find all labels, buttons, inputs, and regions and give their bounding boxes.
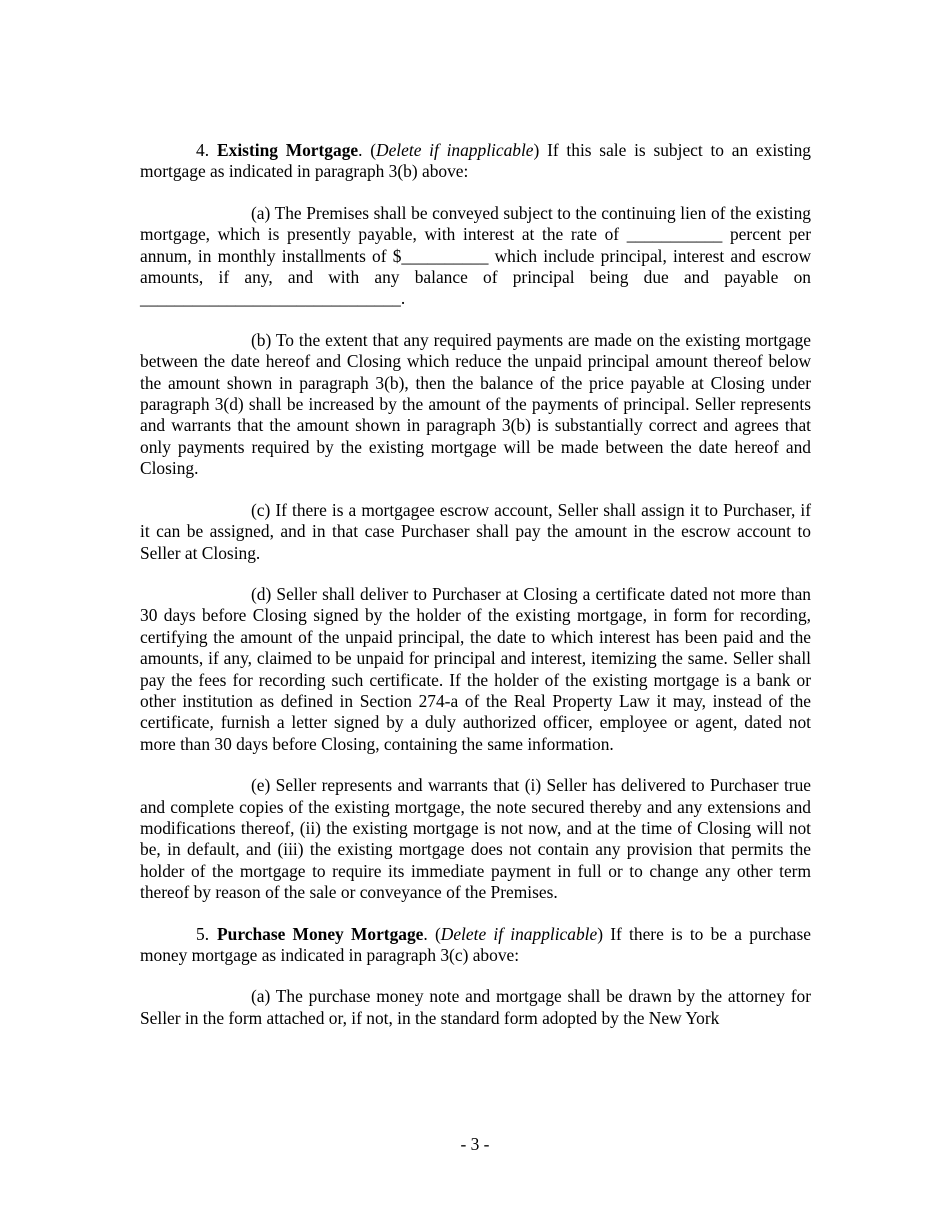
section-heading: Purchase Money Mortgage <box>217 923 424 944</box>
section-note: Delete if inapplicable <box>440 923 598 944</box>
heading-punctuation: . ( <box>423 923 441 944</box>
heading-punctuation: . ( <box>358 140 377 160</box>
section-heading: Existing Mortgage <box>217 140 359 160</box>
section-4-subparagraph-a: (a) The Premises shall be conveyed subject to the continuing lien of the existing mortgage, which is presently payable, with interest at the rate of ___________ percent per annum, in monthly installments of $__________ which include principal, interest and escrow amounts, if any, and with any balance of principal being due and payable on ______________________________. <box>140 202 811 309</box>
section-intro-text: ) If this sale is subject to an existing mortgage as indicated in paragraph 3(b) above: <box>140 140 811 182</box>
section-5-subparagraph-a: (a) The purchase money note and mortgage shall be drawn by the attorney for Seller in the form attached or, if not, in the standard form adopted by the New York <box>140 986 811 1028</box>
section-intro-text: ) If there is to be a purchase money mortgage as indicated in paragraph 3(c) above: <box>140 923 811 965</box>
section-number: 5. <box>196 923 210 944</box>
section-note: Delete if inapplicable <box>376 140 534 160</box>
section-4-subparagraph-e: (e) Seller represents and warrants that (i) Seller has delivered to Purchaser true and complete copies of the existing mortgage, the note secured thereby and any extensions and modifications thereof, (ii) the existing mortgage is not now, and at the time of Closing will not be, in default, and (iii) the existing mortgage does not contain any provision that permits the holder of the mortgage to require its immediate payment in full or to change any other term thereof by reason of the sale or conveyance of the Premises. <box>140 775 811 903</box>
document-page <box>140 140 811 1049</box>
section-5-intro <box>140 924 811 967</box>
section-4-subparagraph-c: (c) If there is a mortgagee escrow account, Seller shall assign it to Purchaser, if it can be assigned, and in that case Purchaser shall pay the amount in the escrow account to Seller at Closing. <box>140 499 811 563</box>
section-number: 4. <box>196 140 210 160</box>
section-4-subparagraph-b: (b) To the extent that any required payments are made on the existing mortgage between the date hereof and Closing which reduce the unpaid principal amount thereof below the amount shown in paragraph 3(b), then the balance of the price payable at Closing under paragraph 3(d) shall be increased by the amount of the payments of principal. Seller represents and warrants that the amount shown in paragraph 3(b) is substantially correct and agrees that only payments required by the existing mortgage will be made between the date hereof and Closing. <box>140 329 811 479</box>
page-number: - 3 - <box>460 1134 490 1154</box>
section-4-subparagraph-d: (d) Seller shall deliver to Purchaser at Closing a certificate dated not more than 30 days before Closing signed by the holder of the existing mortgage, in form for recording, certifying the amount of the unpaid principal, the date to which interest has been paid and the amounts, if any, claimed to be unpaid for principal and interest, itemizing the same. Seller shall pay the fees for recording such certificate. If the holder of the existing mortgage is a bank or other institution as defined in Section 274-a of the Real Property Law it may, instead of the certificate, furnish a letter signed by a duly authorized officer, employee or agent, dated not more than 30 days before Closing, containing the same information. <box>140 583 811 754</box>
section-4-intro <box>140 140 811 183</box>
